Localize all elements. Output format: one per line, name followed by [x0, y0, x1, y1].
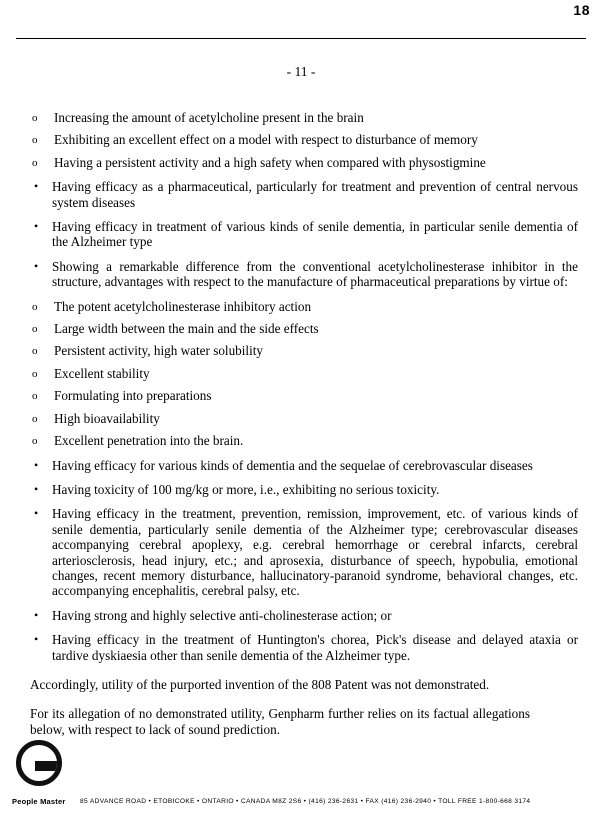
- paragraph: For its allegation of no demonstrated utility, Genpharm further relies on its factual allegations below, with respect to lack of sound prediction.: [30, 706, 530, 737]
- list-item: o Formulating into preparations: [22, 388, 578, 403]
- list-item: o Exhibiting an excellent effect on a model with respect to disturbance of memory: [22, 132, 578, 147]
- list-item: • Having toxicity of 100 mg/kg or more, i.e., exhibiting no serious toxicity.: [22, 482, 578, 497]
- list-item: • Having efficacy as a pharmaceutical, particularly for treatment and prevention of central nervous system diseases: [22, 179, 578, 210]
- sub-list-top: [22, 110, 578, 170]
- closing-paragraphs: [22, 677, 530, 737]
- list-item: • Having efficacy in the treatment of Huntington's chorea, Pick's disease and delayed ataxia or tardive dyskiaesia other than senile dementia of the Alzheimer type.: [22, 632, 578, 663]
- list-item: o Large width between the main and the side effects: [22, 321, 578, 336]
- footer-brand: People Master: [12, 797, 66, 806]
- sub-list-virtue: [22, 299, 578, 449]
- list-item: • Having strong and highly selective anti-cholinesterase action; or: [22, 608, 578, 623]
- footer-address: 85 ADVANCE ROAD • ETOBICOKE • ONTARIO • CANADA M8Z 2S6 • (416) 236-2631 • FAX (416) 236-2940 • TOLL FREE 1-800-668 3174: [80, 798, 531, 805]
- list-item: • Having efficacy in the treatment, prevention, remission, improvement, etc. of various kinds of senile dementia, particularly senile dementia of the Alzheimer type; cerebrovascular diseases accompanying cerebral apoplexy, e.g. cerebral hemorrhage or cerebral infarcts, cerebral arteriosclerosis, head injury, etc.; and aprosexia, disturbance of speech, hypobulia, emotional changes, recent memory disturbance, hallucinatory-paranoid syndrome, behavioral changes, etc. accompanying encephalitis, cerebral palsy, etc.: [22, 506, 578, 598]
- list-item: o The potent acetylcholinesterase inhibitory action: [22, 299, 578, 314]
- list-item: o Persistent activity, high water solubility: [22, 343, 578, 358]
- list-item: o Increasing the amount of acetylcholine present in the brain: [22, 110, 578, 125]
- page-number: - 11 -: [286, 64, 316, 79]
- page-corner-number: 18: [573, 2, 590, 18]
- list-item: o Excellent stability: [22, 366, 578, 381]
- list-item: o High bioavailability: [22, 411, 578, 426]
- list-item: • Showing a remarkable difference from the conventional acetylcholinesterase inhibitor in the structure, advantages with respect to the manufacture of pharmaceutical preparations by virtue of:: [22, 259, 578, 290]
- list-item: o Excellent penetration into the brain.: [22, 433, 578, 448]
- header-divider: [16, 38, 586, 39]
- list-item: o Having a persistent activity and a high safety when compared with physostigmine: [22, 155, 578, 170]
- g-logo-icon: [16, 740, 62, 786]
- bullet-list-main: [22, 179, 578, 289]
- company-logo: [16, 740, 74, 792]
- paragraph: Accordingly, utility of the purported invention of the 808 Patent was not demonstrated.: [30, 676, 490, 692]
- document-body: [22, 110, 578, 743]
- bullet-list-after: [22, 458, 578, 663]
- list-item: • Having efficacy in treatment of various kinds of senile dementia, in particular senile dementia of the Alzheimer type: [22, 219, 578, 250]
- list-item: • Having efficacy for various kinds of dementia and the sequelae of cerebrovascular diseases: [22, 458, 578, 473]
